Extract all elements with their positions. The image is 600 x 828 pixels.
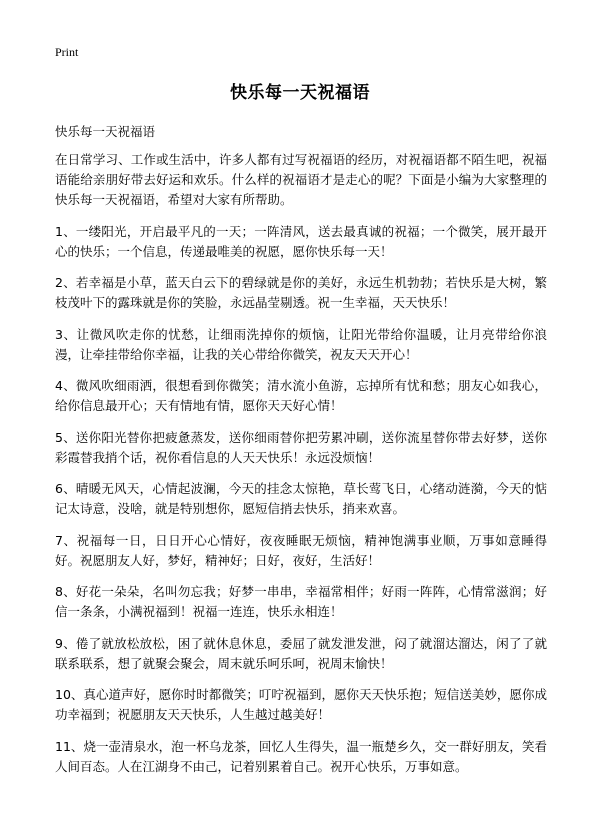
list-item: 3、让微风吹走你的忧愁，让细雨洗掉你的烦恼，让阳光带给你温暖，让月亮带给你浪漫，让牵挂带给你幸福，让我的关心带给你微笑，祝友天天开心！ bbox=[55, 326, 547, 362]
document-subtitle: 快乐每一天祝福语 bbox=[55, 124, 156, 139]
list-item: 6、晴暖无风天，心情起波澜，今天的挂念太惊艳，草长莺飞日，心绪动涟漪，今天的惦记太诗意，没啥，就是特别想你，愿短信捎去快乐，捎来欢喜。 bbox=[55, 481, 547, 516]
intro-paragraph: 在日常学习、工作或生活中，许多人都有过写祝福语的经历，对祝福语都不陌生吧，祝福语能给亲朋好带去好运和欢乐。什么样的祝福语才是走心的呢？下面是小编为大家整理的快乐每一天祝福语，希望对大家有所帮助。 bbox=[55, 152, 547, 207]
list-item: 7、祝福每一日，日日开心心情好，夜夜睡眠无烦恼，精神饱满事业顺，万事如意睡得好。祝愿朋友人好，梦好，精神好；日好，夜好，生活好！ bbox=[55, 532, 547, 568]
list-item: 8、好花一朵朵，名叫勿忘我；好梦一串串，幸福常相伴；好雨一阵阵，心情常滋润；好信一条条，小满祝福到！祝福一连连，快乐永相连！ bbox=[55, 584, 547, 619]
print-link[interactable]: Print bbox=[55, 45, 79, 59]
list-item: 11、烧一壶清泉水，泡一杯乌龙茶，回忆人生得失，温一瓶楚乡久，交一群好朋友，笑看人间百态。人在江湖身不由己，记着别累着自己。祝开心快乐，万事如意。 bbox=[55, 738, 547, 774]
list-item: 1、一缕阳光，开启最平凡的一天；一阵清风，送去最真诚的祝福；一个微笑，展开最开心的快乐；一个信息，传递最唯美的祝愿，愿你快乐每一天！ bbox=[55, 223, 547, 259]
list-item: 9、倦了就放松放松，困了就休息休息，委屈了就发泄发泄，闷了就溜达溜达，闲了了就联系联系，想了就聚会聚会，周末就乐呵乐呵，祝周末愉快！ bbox=[55, 635, 547, 671]
list-item: 10、真心道声好，愿你时时都微笑；叮咛祝福到，愿你天天快乐抱；短信送美妙，愿你成功幸福到；祝愿朋友天天快乐，人生越过越美好！ bbox=[55, 687, 547, 722]
page-title: 快乐每一天祝福语 bbox=[230, 83, 370, 103]
list-item: 2、若幸福是小草，蓝天白云下的碧绿就是你的美好，永远生机勃勃；若快乐是大树，繁枝茂叶下的露珠就是你的笑脸，永远晶莹剔透。祝一生幸福，天天快乐！ bbox=[55, 275, 547, 310]
list-item: 4、微风吹细雨洒，很想看到你微笑；清水流小鱼游，忘掉所有忧和愁；朋友心如我心，给你信息最开心；天有情地有情，愿你天天好心情！ bbox=[55, 378, 547, 413]
list-item: 5、送你阳光替你把疲惫蒸发，送你细雨替你把劳累冲刷，送你流星替你带去好梦，送你彩霞替我捎个话，祝你看信息的人天天快乐！永远没烦恼！ bbox=[55, 429, 547, 465]
document-body bbox=[55, 150, 547, 788]
